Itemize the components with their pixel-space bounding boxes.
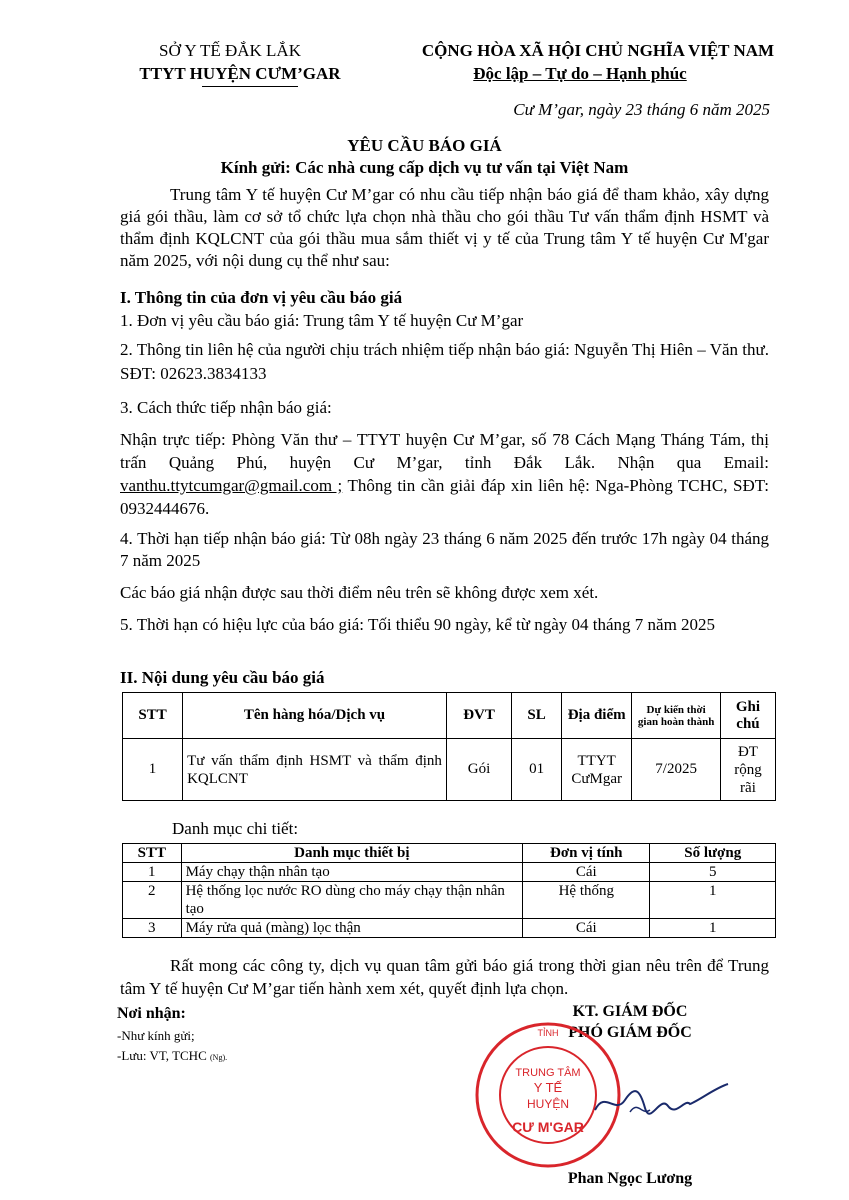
cell-completion: 7/2025: [632, 739, 721, 801]
col-item-name: Tên hàng hóa/Dịch vụ: [183, 693, 447, 739]
late-note: Các báo giá nhận được sau thời điểm nêu trên sẽ không được xem xét.: [120, 583, 599, 602]
cell-stt: 1: [123, 739, 183, 801]
col-quantity: SL: [512, 693, 562, 739]
cell-location: TTYT CưMgar: [562, 739, 632, 801]
cell-quantity: 1: [650, 882, 776, 919]
detail-label: Danh mục chi tiết:: [172, 819, 299, 838]
org-underline: [202, 86, 298, 87]
recipient-line-2: [117, 1048, 227, 1064]
handwritten-signature-icon: [590, 1070, 730, 1130]
document-title: YÊU CẦU BÁO GIÁ: [347, 136, 502, 155]
col-quantity: Số lượng: [650, 844, 776, 863]
section1-item1: 1. Đơn vị yêu cầu báo giá: Trung tâm Y tế huyện Cư M’gar: [120, 311, 524, 330]
table-row: [123, 882, 776, 919]
receive-direct-text: Nhận trực tiếp: Phòng Văn thư – TTYT huyện Cư M’gar, số 78 Cách Mạng Tháng Tám, thị trấn Quảng Phú, huyện Cư M’gar, tỉnh Đắk Lắk. Nhận qua Email:: [120, 430, 769, 472]
stamp-text-4: CƯ M'GAR: [512, 1119, 584, 1135]
cell-item-name: Tư vấn thẩm định HSMT và thẩm định KQLCNT: [183, 739, 447, 801]
national-title: CỘNG HÒA XÃ HỘI CHỦ NGHĨA VIỆT NAM: [421, 41, 775, 60]
col-completion: Dự kiến thời gian hoàn thành: [632, 693, 721, 739]
col-note: Ghi chú: [720, 693, 775, 739]
section1-item5: 5. Thời hạn có hiệu lực của báo giá: Tối thiểu 90 ngày, kể từ ngày 04 tháng 7 năm 2025: [120, 615, 716, 634]
col-unit: Đơn vị tính: [523, 844, 650, 863]
equipment-table-header: [123, 844, 776, 863]
table-row: [123, 863, 776, 882]
stamp-text-2: Y TẾ: [533, 1080, 563, 1095]
signature-title-1: KT. GIÁM ĐỐC: [572, 1003, 688, 1020]
cell-stt: 2: [123, 882, 182, 919]
cell-equipment: Máy chạy thận nhân tạo: [181, 863, 523, 882]
cell-quantity: 01: [512, 739, 562, 801]
receive-direct-paragraph: [120, 428, 769, 520]
recipient-line-1: -Như kính gửi;: [117, 1028, 195, 1043]
section1-item4: 4. Thời hạn tiếp nhận báo giá: Từ 08h ngày 23 tháng 6 năm 2025 đến trước 17h ngày 04 tháng 7 năm 2025: [120, 529, 769, 570]
cell-stt: 1: [123, 863, 182, 882]
email-link[interactable]: vanthu.ttytcumgar@gmail.com ;: [120, 476, 343, 495]
org-name: TTYT HUYỆN CƯM’GAR: [139, 64, 341, 83]
org-parent: SỞ Y TẾ ĐẮK LẮK: [159, 41, 301, 60]
recipient-archive-initials: (Ng).: [210, 1053, 228, 1062]
cell-quantity: 5: [650, 863, 776, 882]
cell-unit: Cái: [523, 919, 650, 938]
cell-unit: Gói: [446, 739, 511, 801]
request-table: [122, 692, 776, 801]
closing-paragraph: Rất mong các công ty, dịch vụ quan tâm gửi báo giá trong thời gian nêu trên để Trung tâm Y tế huyện Cư M’gar tiến hành xem xét, quyết định lựa chọn.: [120, 956, 769, 998]
equipment-table: [122, 843, 776, 938]
recipients-label: Nơi nhận:: [117, 1005, 186, 1022]
intro-paragraph: Trung tâm Y tế huyện Cư M’gar có nhu cầu tiếp nhận báo giá để tham khảo, xây dựng giá gói thầu, làm cơ sở tổ chức lựa chọn nhà thầu cho gói thầu Tư vấn thẩm định HSMT và thẩm định KQLCNT của gói thầu mua sắm thiết vị y tế của Trung tâm Y tế huyện Cư M'gar năm 2025, với nội dung cụ thể như sau:: [120, 185, 769, 270]
cell-equipment: Máy rửa quả (màng) lọc thận: [181, 919, 523, 938]
signer-name: Phan Ngọc Lương: [567, 1170, 693, 1187]
recipient-line: Kính gửi: Các nhà cung cấp dịch vụ tư vấn tại Việt Nam: [220, 158, 629, 177]
cell-unit: Hệ thống: [523, 882, 650, 919]
contact-info: Thông tin cần giải đáp xin liên hệ: Nga-Phòng TCHC, SĐT: 0932444676.: [120, 476, 769, 518]
section1-heading: I. Thông tin của đơn vị yêu cầu báo giá: [120, 288, 403, 307]
table-row: [123, 919, 776, 938]
signature-title-2: PHÓ GIÁM ĐỐC: [568, 1024, 692, 1041]
cell-note: ĐT rộng rãi: [720, 739, 775, 801]
stamp-text-3: HUYỆN: [526, 1097, 570, 1111]
cell-equipment: Hệ thống lọc nước RO dùng cho máy chạy thận nhân tạo: [181, 882, 523, 919]
col-stt: STT: [123, 693, 183, 739]
national-motto: Độc lập – Tự do – Hạnh phúc: [473, 64, 687, 83]
col-stt: STT: [123, 844, 182, 863]
col-location: Địa điểm: [562, 693, 632, 739]
col-equipment: Danh mục thiết bị: [181, 844, 523, 863]
table-row: [123, 739, 776, 801]
section1-item2: 2. Thông tin liên hệ của người chịu trách nhiệm tiếp nhận báo giá: Nguyễn Thị Hiên – Văn thư. SĐT: 02623.3834133: [120, 340, 769, 383]
section1-item3: 3. Cách thức tiếp nhận báo giá:: [120, 398, 332, 417]
section2-heading: II. Nội dung yêu cầu báo giá: [120, 668, 325, 687]
stamp-text-top: TỈNH: [537, 1028, 559, 1038]
cell-quantity: 1: [650, 919, 776, 938]
document-date: Cư M’gar, ngày 23 tháng 6 năm 2025: [513, 100, 770, 119]
cell-unit: Cái: [523, 863, 650, 882]
recipient-archive: -Lưu: VT, TCHC: [117, 1048, 207, 1063]
stamp-text-1: TRUNG TÂM: [515, 1067, 581, 1079]
request-table-header: [123, 693, 776, 739]
col-unit: ĐVT: [446, 693, 511, 739]
cell-stt: 3: [123, 919, 182, 938]
